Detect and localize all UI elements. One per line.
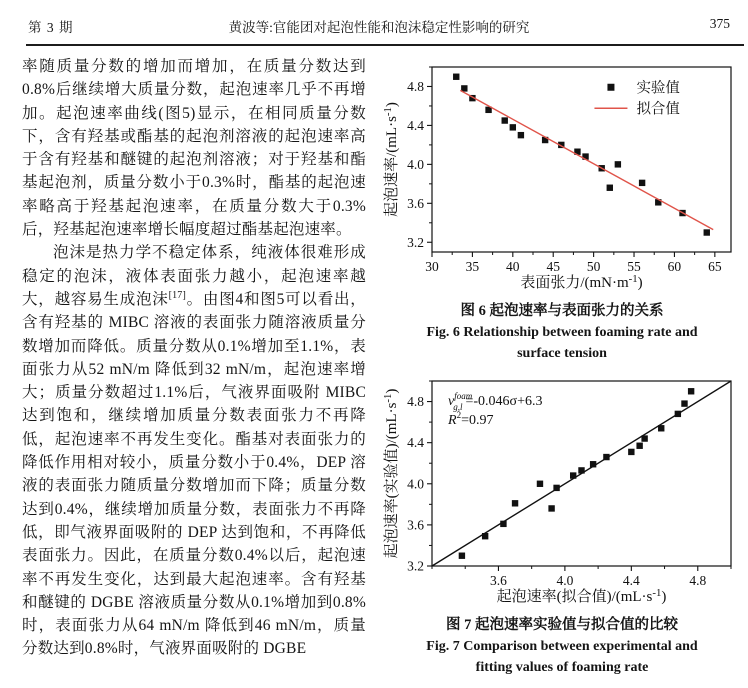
svg-text:4.4: 4.4 [407, 117, 424, 133]
svg-text:起泡速率(拟合值)/(mL·s-1): 起泡速率(拟合值)$/(mL\cdot s^{-1})$ [496, 587, 667, 605]
svg-text:4.0: 4.0 [407, 156, 424, 172]
header-rule [26, 44, 744, 46]
figure7-caption-en [380, 636, 744, 678]
figure7-caption [380, 613, 744, 678]
svg-text:35: 35 [465, 259, 480, 274]
figure6-caption-zh: 图 6 起泡速率与表面张力的关系 [460, 303, 664, 319]
figures-column [380, 58, 744, 678]
svg-text:表面张力/(mN·m-1): 表面张力$/(mN\cdot m^{-1})$ [520, 273, 643, 291]
figure7-caption-zh: 图 7 起泡速率实验值与拟合值的比较 [446, 617, 678, 633]
figure7-caption-en-line2: fitting values of foaming rate [475, 660, 649, 675]
svg-text:4.8: 4.8 [407, 78, 424, 94]
svg-text:3.2: 3.2 [407, 558, 424, 574]
figure6-caption [380, 299, 744, 364]
svg-text:4.4: 4.4 [622, 573, 640, 588]
svg-text:vfoamg,l=-0.046σ+6.3: $v^{foam}$ g,l =-0.046σ+6.3 [448, 391, 543, 412]
svg-text:3.6: 3.6 [407, 517, 424, 533]
figure6-caption-en-line1: Fig. 6 Relationship between foaming rate and [426, 325, 698, 340]
figure6-caption-en [380, 322, 744, 364]
svg-text:R2=0.97: $R^2=0.97$ [448, 410, 494, 428]
svg-text:40: 40 [506, 259, 520, 274]
figure7-chart [382, 372, 742, 608]
paragraph-2-lead: 泡沫是热力学不稳定体系，纯液体很难形成稳定的泡沫，液体表面张力越小，起泡速率越大，越容易生成泡沫 [22, 244, 366, 308]
paragraph-1: 率随质量分数的增加而增加，在质量分数达到0.8%后继续增大质量分数，起泡速率几乎不再增加。起泡速率曲线(图5)显示，在相同质量分数下，含有羟基或酯基的起泡剂溶液的起泡速率高于含有羟基和醚键的起泡剂溶液；对于羟基和酯基起泡剂，质量分数小于0.3%时，酯基的起泡速率略高于羟基起泡速率，在质量分数大于0.3%后，羟基起泡速率增长幅度超过酯基起泡速率。 [22, 58, 366, 239]
issue-label: 第 3 期 [28, 20, 74, 35]
svg-text:3.6: 3.6 [490, 573, 507, 588]
svg-text:45: 45 [546, 259, 560, 274]
svg-text:拟合值: 拟合值 [636, 101, 680, 118]
citation-ref: [17] [168, 289, 187, 301]
svg-text:55: 55 [627, 259, 641, 274]
svg-text:4.4: 4.4 [407, 435, 424, 451]
svg-text:起泡速率(实验值)/(mL·s-1): 起泡速率(实验值)$/(mL\cdot s^{-1})$ [382, 388, 400, 559]
svg-text:实验值: 实验值 [636, 80, 680, 97]
svg-text:4.0: 4.0 [407, 476, 424, 492]
figure-7 [380, 372, 744, 678]
svg-text:起泡速率/(mL·s-1): 起泡速率$/(mL\cdot s^{-1})$ [382, 102, 400, 217]
svg-text:50: 50 [586, 259, 601, 274]
svg-text:30: 30 [425, 259, 439, 274]
running-title: 黄波等:官能团对起泡性能和泡沫稳定性影响的研究 [228, 20, 530, 35]
paragraph-2 [22, 241, 366, 660]
svg-text:65: 65 [708, 259, 722, 274]
figure-6 [380, 58, 744, 364]
svg-text:60: 60 [667, 259, 682, 274]
figure6-caption-en-line2: surface tension [517, 346, 607, 361]
figure7-caption-en-line1: Fig. 7 Comparison between experimental and [426, 639, 698, 654]
svg-text:4.0: 4.0 [556, 573, 574, 588]
figure6-chart [382, 58, 742, 294]
page-header [26, 16, 732, 36]
svg-text:4.8: 4.8 [407, 394, 424, 410]
svg-text:4.8: 4.8 [689, 573, 707, 588]
svg-text:3.6: 3.6 [407, 195, 424, 211]
paragraph-2-rest: 。由图4和图5可以看出，含有羟基的 MIBC 溶液的表面张力随溶液质量分数增加而降低。质量分数从0.1%增加至1.1%，表面张力从52 mN/m 降低到32 mN/m，起泡速率增大；质量分数超过1.1%后，气液界面吸附 MIBC 达到饱和，继续增加质量分数表面张力不再降低，起泡速率不再发生变化。酯基对表面张力的降低作用相对较小，质量分数小于0.4%，DEP 溶液的表面张力随质量分数增加而下降；质量分数达到0.4%，继续增加质量分数，表面张力不再降低，即气液界面吸附的 DEP 达到饱和，不再降低表面张力。因此，在质量分数0.4%以后，起泡速率不再发生变化，达到最大起泡速率。含有羟基和醚键的 DGBE 溶液质量分数从0.1%增加到0.8%时，表面张力从64 mN/m 降低到46 mN/m，质量分数达到0.8%时，气液界面吸附的 DGBE [22, 290, 366, 658]
text-column [22, 55, 366, 661]
svg-text:3.2: 3.2 [407, 234, 424, 250]
page-number: 375 [709, 16, 730, 31]
